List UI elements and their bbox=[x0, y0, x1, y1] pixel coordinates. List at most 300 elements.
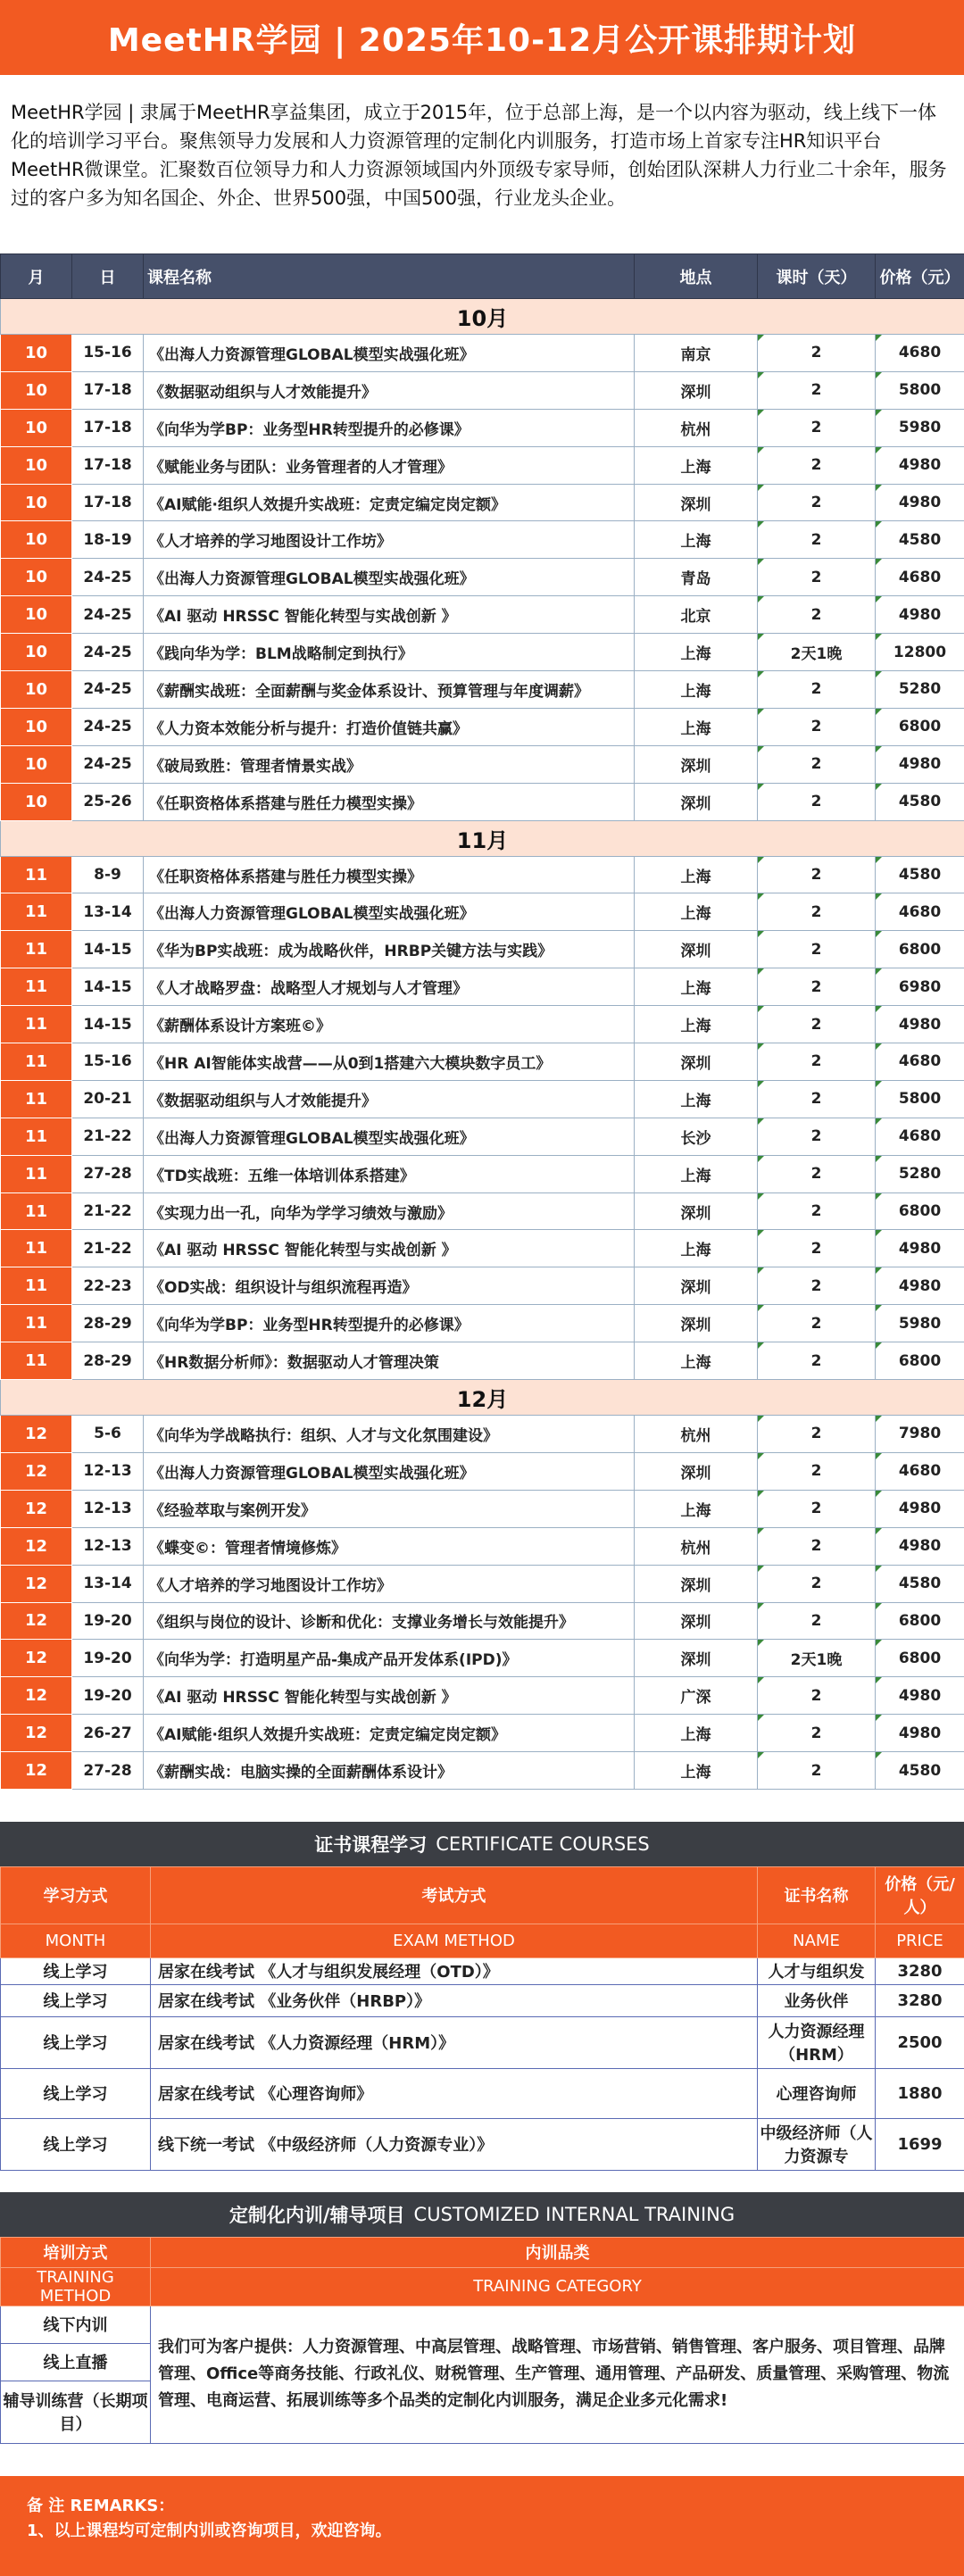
course-row bbox=[1, 1527, 964, 1565]
hours-cell: 2 bbox=[758, 1043, 876, 1081]
cert-header-name-en: NAME bbox=[758, 1924, 876, 1957]
cert-exam-cell: 线下统一考试 《中级经济师（人力资源专业）》 bbox=[151, 2118, 758, 2170]
course-row bbox=[1, 1080, 964, 1118]
course-row bbox=[1, 335, 964, 372]
month-cell: 10 bbox=[1, 671, 72, 709]
certificate-table bbox=[0, 1866, 964, 2171]
day-cell: 21-22 bbox=[72, 1192, 144, 1230]
certificate-row bbox=[1, 1957, 964, 1984]
price-cell: 4980 bbox=[876, 745, 964, 783]
month-cell: 10 bbox=[1, 521, 72, 559]
course-row bbox=[1, 521, 964, 559]
month-cell: 12 bbox=[1, 1565, 72, 1602]
cert-name-cell: 人力资源经理（HRM） bbox=[758, 2016, 876, 2068]
price-cell: 12800 bbox=[876, 634, 964, 671]
month-cell: 12 bbox=[1, 1416, 72, 1453]
course-row bbox=[1, 1230, 964, 1267]
cert-study-cell: 线上学习 bbox=[1, 2016, 151, 2068]
course-cell: 《AI赋能·组织人效提升实战班：定责定编定岗定额》 bbox=[144, 484, 635, 521]
month-band bbox=[1, 820, 964, 856]
course-row bbox=[1, 671, 964, 709]
day-cell: 14-15 bbox=[72, 931, 144, 968]
month-cell: 10 bbox=[1, 634, 72, 671]
month-cell: 12 bbox=[1, 1640, 72, 1677]
location-cell: 深圳 bbox=[635, 1192, 758, 1230]
location-cell: 深圳 bbox=[635, 1452, 758, 1490]
price-cell: 4580 bbox=[876, 521, 964, 559]
month-cell: 11 bbox=[1, 1192, 72, 1230]
day-cell: 22-23 bbox=[72, 1267, 144, 1305]
train-header-method-en: TRAINING METHOD bbox=[1, 2267, 151, 2306]
hours-cell: 2 bbox=[758, 968, 876, 1006]
course-cell: 《出海人力资源管理GLOBAL模型实战强化班》 bbox=[144, 893, 635, 931]
course-row bbox=[1, 1640, 964, 1677]
course-cell: 《AI 驱动 HRSSC 智能化转型与实战创新 》 bbox=[144, 1230, 635, 1267]
day-cell: 17-18 bbox=[72, 371, 144, 409]
price-cell: 4980 bbox=[876, 596, 964, 634]
price-cell: 5280 bbox=[876, 1155, 964, 1192]
training-method-offline: 线下内训 bbox=[1, 2306, 151, 2343]
location-cell: 上海 bbox=[635, 634, 758, 671]
certificate-section-title bbox=[0, 1822, 964, 1866]
header-course-name: 课程名称 bbox=[144, 254, 635, 299]
hours-cell: 2 bbox=[758, 335, 876, 372]
cert-exam-cell: 居家在线考试 《业务伙伴（HRBP）》 bbox=[151, 1984, 758, 2016]
location-cell: 上海 bbox=[635, 1752, 758, 1790]
hours-cell: 2 bbox=[758, 1342, 876, 1380]
course-row bbox=[1, 1715, 964, 1752]
day-cell: 19-20 bbox=[72, 1640, 144, 1677]
certificate-row bbox=[1, 1984, 964, 2016]
header-hours: 课时（天） bbox=[758, 254, 876, 299]
hours-cell: 2 bbox=[758, 409, 876, 446]
location-cell: 深圳 bbox=[635, 371, 758, 409]
day-cell: 13-14 bbox=[72, 1565, 144, 1602]
remarks-item: 1、以上课程均可定制内训或咨询项目，欢迎咨询。 bbox=[27, 2522, 392, 2540]
day-cell: 28-29 bbox=[72, 1342, 144, 1380]
month-cell: 12 bbox=[1, 1527, 72, 1565]
header-price: 价格（元） bbox=[876, 254, 964, 299]
location-cell: 上海 bbox=[635, 1715, 758, 1752]
price-cell: 5980 bbox=[876, 409, 964, 446]
course-row bbox=[1, 1565, 964, 1602]
course-row bbox=[1, 1416, 964, 1453]
month-cell: 10 bbox=[1, 484, 72, 521]
course-row bbox=[1, 1602, 964, 1640]
course-cell: 《薪酬实战：电脑实操的全面薪酬体系设计》 bbox=[144, 1752, 635, 1790]
course-cell: 《AI 驱动 HRSSC 智能化转型与实战创新 》 bbox=[144, 596, 635, 634]
price-cell: 4980 bbox=[876, 1677, 964, 1715]
course-cell: 《人才培养的学习地图设计工作坊》 bbox=[144, 1565, 635, 1602]
course-cell: 《赋能业务与团队：业务管理者的人才管理》 bbox=[144, 446, 635, 484]
hours-cell: 2 bbox=[758, 1452, 876, 1490]
cert-name-cell: 中级经济师（人力资源专 bbox=[758, 2118, 876, 2170]
header-location: 地点 bbox=[635, 254, 758, 299]
day-cell: 26-27 bbox=[72, 1715, 144, 1752]
cert-study-cell: 线上学习 bbox=[1, 1984, 151, 2016]
course-row bbox=[1, 1452, 964, 1490]
cert-header-price: 价格（元/人） bbox=[876, 1866, 964, 1924]
month-cell: 12 bbox=[1, 1452, 72, 1490]
month-cell: 12 bbox=[1, 1490, 72, 1527]
cert-price-cell: 3280 bbox=[876, 1957, 964, 1984]
course-row bbox=[1, 1155, 964, 1192]
schedule-table bbox=[0, 253, 964, 1790]
hours-cell: 2 bbox=[758, 783, 876, 820]
price-cell: 6800 bbox=[876, 708, 964, 745]
month-cell: 12 bbox=[1, 1602, 72, 1640]
hours-cell: 2 bbox=[758, 446, 876, 484]
day-cell: 12-13 bbox=[72, 1490, 144, 1527]
location-cell: 上海 bbox=[635, 521, 758, 559]
certificate-header-en bbox=[1, 1924, 964, 1957]
course-cell: 《薪酬体系设计方案班©》 bbox=[144, 1006, 635, 1043]
month-cell: 11 bbox=[1, 1342, 72, 1380]
price-cell: 4980 bbox=[876, 1230, 964, 1267]
course-row bbox=[1, 856, 964, 893]
location-cell: 上海 bbox=[635, 708, 758, 745]
day-cell: 24-25 bbox=[72, 634, 144, 671]
day-cell: 21-22 bbox=[72, 1118, 144, 1155]
cert-price-cell: 3280 bbox=[876, 1984, 964, 2016]
train-header-category-en: TRAINING CATEGORY bbox=[151, 2267, 964, 2306]
day-cell: 18-19 bbox=[72, 521, 144, 559]
course-cell: 《薪酬实战班：全面薪酬与奖金体系设计、预算管理与年度调薪》 bbox=[144, 671, 635, 709]
month-cell: 11 bbox=[1, 856, 72, 893]
price-cell: 4580 bbox=[876, 783, 964, 820]
location-cell: 上海 bbox=[635, 1230, 758, 1267]
hours-cell: 2 bbox=[758, 708, 876, 745]
day-cell: 24-25 bbox=[72, 671, 144, 709]
training-header-en bbox=[1, 2267, 964, 2306]
hours-cell: 2 bbox=[758, 1305, 876, 1342]
hours-cell: 2 bbox=[758, 596, 876, 634]
month-cell: 10 bbox=[1, 446, 72, 484]
training-title-cn: 定制化内训/辅导项目 bbox=[229, 2204, 405, 2226]
page-title: MeetHR学园 | 2025年10-12月公开课排期计划 bbox=[0, 0, 964, 75]
course-cell: 《向华为学BP：业务型HR转型提升的必修课》 bbox=[144, 1305, 635, 1342]
location-cell: 杭州 bbox=[635, 1416, 758, 1453]
location-cell: 深圳 bbox=[635, 1305, 758, 1342]
cert-study-cell: 线上学习 bbox=[1, 2068, 151, 2118]
certificate-row bbox=[1, 2118, 964, 2170]
price-cell: 7980 bbox=[876, 1416, 964, 1453]
day-cell: 8-9 bbox=[72, 856, 144, 893]
month-cell: 10 bbox=[1, 371, 72, 409]
location-cell: 上海 bbox=[635, 893, 758, 931]
course-row bbox=[1, 634, 964, 671]
training-table bbox=[0, 2237, 964, 2444]
cert-header-name: 证书名称 bbox=[758, 1866, 876, 1924]
course-row bbox=[1, 1490, 964, 1527]
cert-name-cell: 心理咨询师 bbox=[758, 2068, 876, 2118]
course-cell: 《数据驱动组织与人才效能提升》 bbox=[144, 371, 635, 409]
location-cell: 深圳 bbox=[635, 783, 758, 820]
location-cell: 上海 bbox=[635, 856, 758, 893]
course-cell: 《TD实战班：五维一体培训体系搭建》 bbox=[144, 1155, 635, 1192]
hours-cell: 2 bbox=[758, 1118, 876, 1155]
price-cell: 6800 bbox=[876, 1640, 964, 1677]
location-cell: 长沙 bbox=[635, 1118, 758, 1155]
day-cell: 17-18 bbox=[72, 409, 144, 446]
day-cell: 5-6 bbox=[72, 1416, 144, 1453]
month-band-label: 12月 bbox=[1, 1380, 964, 1416]
hours-cell: 2 bbox=[758, 521, 876, 559]
location-cell: 深圳 bbox=[635, 484, 758, 521]
day-cell: 27-28 bbox=[72, 1155, 144, 1192]
cert-price-cell: 2500 bbox=[876, 2016, 964, 2068]
day-cell: 13-14 bbox=[72, 893, 144, 931]
price-cell: 4580 bbox=[876, 856, 964, 893]
price-cell: 4980 bbox=[876, 484, 964, 521]
course-cell: 《AI赋能·组织人效提升实战班：定责定编定岗定额》 bbox=[144, 1715, 635, 1752]
month-cell: 11 bbox=[1, 1043, 72, 1081]
price-cell: 4980 bbox=[876, 1267, 964, 1305]
location-cell: 深圳 bbox=[635, 1267, 758, 1305]
hours-cell: 2天1晚 bbox=[758, 634, 876, 671]
hours-cell: 2 bbox=[758, 1230, 876, 1267]
location-cell: 上海 bbox=[635, 1342, 758, 1380]
hours-cell: 2 bbox=[758, 1565, 876, 1602]
course-cell: 《践向华为学：BLM战略制定到执行》 bbox=[144, 634, 635, 671]
course-cell: 《蝶变©：管理者情境修炼》 bbox=[144, 1527, 635, 1565]
hours-cell: 2天1晚 bbox=[758, 1640, 876, 1677]
cert-exam-cell: 居家在线考试 《人力资源经理（HRM）》 bbox=[151, 2016, 758, 2068]
course-row bbox=[1, 1006, 964, 1043]
course-row bbox=[1, 484, 964, 521]
intro-paragraph: MeetHR学园 | 隶属于MeetHR享益集团，成立于2015年，位于总部上海，是一个以内容为驱动，线上线下一体化的培训学习平台。聚焦领导力发展和人力资源管理的定制化内训服务，打造市场上首家专注HR知识平台MeetHR微课堂。汇聚数百位领导力和人力资源领域国内外顶级专家导师，创始团队深耕人力行业二十余年，服务过的客户多为知名国企、外企、世界500强，中国500强，行业龙头企业。 bbox=[11, 102, 947, 209]
price-cell: 4980 bbox=[876, 1527, 964, 1565]
day-cell: 19-20 bbox=[72, 1677, 144, 1715]
month-band bbox=[1, 1380, 964, 1416]
price-cell: 6800 bbox=[876, 1342, 964, 1380]
course-row bbox=[1, 446, 964, 484]
course-row bbox=[1, 1192, 964, 1230]
day-cell: 14-15 bbox=[72, 968, 144, 1006]
course-row bbox=[1, 1118, 964, 1155]
price-cell: 6800 bbox=[876, 931, 964, 968]
location-cell: 上海 bbox=[635, 446, 758, 484]
month-cell: 10 bbox=[1, 335, 72, 372]
header-day: 日 bbox=[72, 254, 144, 299]
month-cell: 11 bbox=[1, 1267, 72, 1305]
price-cell: 4980 bbox=[876, 446, 964, 484]
course-cell: 《出海人力资源管理GLOBAL模型实战强化班》 bbox=[144, 559, 635, 596]
training-header-cn bbox=[1, 2237, 964, 2267]
month-cell: 12 bbox=[1, 1677, 72, 1715]
cert-exam-cell: 居家在线考试 《人才与组织发展经理（OTD）》 bbox=[151, 1957, 758, 1984]
location-cell: 南京 bbox=[635, 335, 758, 372]
course-row bbox=[1, 783, 964, 820]
training-method-live: 线上直播 bbox=[1, 2343, 151, 2381]
price-cell: 4680 bbox=[876, 335, 964, 372]
cert-header-price-en: PRICE bbox=[876, 1924, 964, 1957]
location-cell: 青岛 bbox=[635, 559, 758, 596]
cert-name-cell: 业务伙伴 bbox=[758, 1984, 876, 2016]
hours-cell: 2 bbox=[758, 559, 876, 596]
day-cell: 24-25 bbox=[72, 745, 144, 783]
hours-cell: 2 bbox=[758, 1155, 876, 1192]
cert-header-month-en: MONTH bbox=[1, 1924, 151, 1957]
course-row bbox=[1, 1043, 964, 1081]
schedule-header-row bbox=[1, 254, 964, 299]
day-cell: 28-29 bbox=[72, 1305, 144, 1342]
price-cell: 4680 bbox=[876, 893, 964, 931]
course-row bbox=[1, 745, 964, 783]
location-cell: 上海 bbox=[635, 1490, 758, 1527]
price-cell: 5980 bbox=[876, 1305, 964, 1342]
day-cell: 15-16 bbox=[72, 335, 144, 372]
course-row bbox=[1, 371, 964, 409]
course-cell: 《出海人力资源管理GLOBAL模型实战强化班》 bbox=[144, 1452, 635, 1490]
certificate-title-en: CERTIFICATE COURSES bbox=[436, 1832, 650, 1855]
month-cell: 10 bbox=[1, 745, 72, 783]
month-cell: 12 bbox=[1, 1715, 72, 1752]
location-cell: 上海 bbox=[635, 968, 758, 1006]
course-cell: 《向华为学：打造明星产品-集成产品开发体系(IPD)》 bbox=[144, 1640, 635, 1677]
hours-cell: 2 bbox=[758, 484, 876, 521]
day-cell: 24-25 bbox=[72, 559, 144, 596]
day-cell: 24-25 bbox=[72, 708, 144, 745]
course-cell: 《经验萃取与案例开发》 bbox=[144, 1490, 635, 1527]
location-cell: 深圳 bbox=[635, 931, 758, 968]
location-cell: 广深 bbox=[635, 1677, 758, 1715]
course-cell: 《向华为学BP：业务型HR转型提升的必修课》 bbox=[144, 409, 635, 446]
day-cell: 24-25 bbox=[72, 596, 144, 634]
price-cell: 5280 bbox=[876, 671, 964, 709]
month-cell: 11 bbox=[1, 1305, 72, 1342]
course-cell: 《组织与岗位的设计、诊断和优化：支撑业务增长与效能提升》 bbox=[144, 1602, 635, 1640]
price-cell: 6980 bbox=[876, 968, 964, 1006]
price-cell: 6800 bbox=[876, 1602, 964, 1640]
location-cell: 杭州 bbox=[635, 1527, 758, 1565]
course-cell: 《人力资本效能分析与提升：打造价值链共赢》 bbox=[144, 708, 635, 745]
course-row bbox=[1, 1342, 964, 1380]
cert-study-cell: 线上学习 bbox=[1, 2118, 151, 2170]
course-row bbox=[1, 708, 964, 745]
price-cell: 4980 bbox=[876, 1006, 964, 1043]
month-band-label: 10月 bbox=[1, 299, 964, 335]
course-cell: 《向华为学战略执行：组织、人才与文化氛围建设》 bbox=[144, 1416, 635, 1453]
course-cell: 《破局致胜：管理者情景实战》 bbox=[144, 745, 635, 783]
course-row bbox=[1, 931, 964, 968]
day-cell: 17-18 bbox=[72, 446, 144, 484]
course-cell: 《HR AI智能体实战营——从0到1搭建六大模块数字员工》 bbox=[144, 1043, 635, 1081]
month-cell: 11 bbox=[1, 931, 72, 968]
course-row bbox=[1, 409, 964, 446]
month-band bbox=[1, 299, 964, 335]
course-cell: 《出海人力资源管理GLOBAL模型实战强化班》 bbox=[144, 1118, 635, 1155]
day-cell: 15-16 bbox=[72, 1043, 144, 1081]
month-cell: 11 bbox=[1, 893, 72, 931]
course-cell: 《人才战略罗盘：战略型人才规划与人才管理》 bbox=[144, 968, 635, 1006]
price-cell: 4680 bbox=[876, 559, 964, 596]
hours-cell: 2 bbox=[758, 371, 876, 409]
hours-cell: 2 bbox=[758, 1192, 876, 1230]
hours-cell: 2 bbox=[758, 856, 876, 893]
hours-cell: 2 bbox=[758, 1006, 876, 1043]
header-month: 月 bbox=[1, 254, 72, 299]
price-cell: 4680 bbox=[876, 1118, 964, 1155]
schedule-body bbox=[1, 299, 964, 1790]
price-cell: 4580 bbox=[876, 1752, 964, 1790]
hours-cell: 2 bbox=[758, 1677, 876, 1715]
hours-cell: 2 bbox=[758, 1715, 876, 1752]
training-method-camp: 辅导训练营（长期项目） bbox=[1, 2381, 151, 2443]
day-cell: 12-13 bbox=[72, 1452, 144, 1490]
month-cell: 11 bbox=[1, 1006, 72, 1043]
month-cell: 11 bbox=[1, 1155, 72, 1192]
certificate-title-cn: 证书课程学习 bbox=[314, 1833, 428, 1856]
price-cell: 4980 bbox=[876, 1490, 964, 1527]
month-cell: 11 bbox=[1, 968, 72, 1006]
day-cell: 14-15 bbox=[72, 1006, 144, 1043]
price-cell: 5800 bbox=[876, 371, 964, 409]
cert-header-study: 学习方式 bbox=[1, 1866, 151, 1924]
hours-cell: 2 bbox=[758, 1527, 876, 1565]
month-cell: 10 bbox=[1, 596, 72, 634]
location-cell: 深圳 bbox=[635, 1043, 758, 1081]
course-row bbox=[1, 1752, 964, 1790]
month-cell: 11 bbox=[1, 1080, 72, 1118]
month-cell: 11 bbox=[1, 1118, 72, 1155]
hours-cell: 2 bbox=[758, 1267, 876, 1305]
certificate-body bbox=[1, 1957, 964, 2170]
location-cell: 上海 bbox=[635, 1006, 758, 1043]
hours-cell: 2 bbox=[758, 1752, 876, 1790]
month-cell: 10 bbox=[1, 708, 72, 745]
course-cell: 《任职资格体系搭建与胜任力模型实操》 bbox=[144, 783, 635, 820]
cert-header-exam: 考试方式 bbox=[151, 1866, 758, 1924]
course-row bbox=[1, 596, 964, 634]
month-cell: 10 bbox=[1, 783, 72, 820]
price-cell: 4580 bbox=[876, 1565, 964, 1602]
training-row bbox=[1, 2306, 964, 2343]
day-cell: 19-20 bbox=[72, 1602, 144, 1640]
train-header-category: 内训品类 bbox=[151, 2237, 964, 2267]
course-row bbox=[1, 559, 964, 596]
training-title-en: CUSTOMIZED INTERNAL TRAINING bbox=[413, 2203, 735, 2225]
certificate-header-cn bbox=[1, 1866, 964, 1924]
hours-cell: 2 bbox=[758, 893, 876, 931]
location-cell: 上海 bbox=[635, 671, 758, 709]
hours-cell: 2 bbox=[758, 1490, 876, 1527]
cert-price-cell: 1880 bbox=[876, 2068, 964, 2118]
day-cell: 12-13 bbox=[72, 1527, 144, 1565]
location-cell: 上海 bbox=[635, 1155, 758, 1192]
location-cell: 杭州 bbox=[635, 409, 758, 446]
month-cell: 11 bbox=[1, 1230, 72, 1267]
course-cell: 《HR数据分析师》：数据驱动人才管理决策 bbox=[144, 1342, 635, 1380]
cert-header-exam-en: EXAM METHOD bbox=[151, 1924, 758, 1957]
course-row bbox=[1, 1305, 964, 1342]
day-cell: 21-22 bbox=[72, 1230, 144, 1267]
location-cell: 深圳 bbox=[635, 1602, 758, 1640]
hours-cell: 2 bbox=[758, 745, 876, 783]
day-cell: 17-18 bbox=[72, 484, 144, 521]
certificate-row bbox=[1, 2068, 964, 2118]
training-section-title bbox=[0, 2192, 964, 2237]
course-cell: 《出海人力资源管理GLOBAL模型实战强化班》 bbox=[144, 335, 635, 372]
course-row bbox=[1, 1677, 964, 1715]
location-cell: 深圳 bbox=[635, 745, 758, 783]
hours-cell: 2 bbox=[758, 671, 876, 709]
month-cell: 10 bbox=[1, 409, 72, 446]
price-cell: 4680 bbox=[876, 1452, 964, 1490]
price-cell: 6800 bbox=[876, 1192, 964, 1230]
month-cell: 12 bbox=[1, 1752, 72, 1790]
course-cell: 《OD实战：组织设计与组织流程再造》 bbox=[144, 1267, 635, 1305]
